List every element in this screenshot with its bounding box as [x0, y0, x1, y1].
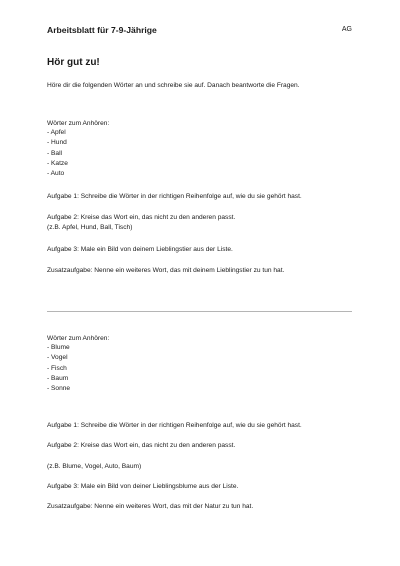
worksheet-title: Arbeitsblatt für 7-9-Jährige	[47, 25, 157, 35]
section2-extra-task: Zusatzaufgabe: Nenne ein weiteres Wort, das mit der Natur zu tun hat.	[47, 503, 254, 510]
list-item: - Hund	[47, 139, 67, 147]
section1-task2: Aufgabe 2: Kreise das Wort ein, das nicht zu den anderen passt.	[47, 214, 236, 221]
section-divider	[47, 311, 352, 312]
section1-word-list	[47, 128, 68, 179]
section1-extra-task: Zusatzaufgabe: Nenne ein weiteres Wort, das mit deinem Lieblingstier zu tun hat.	[47, 267, 285, 274]
list-item: - Blume	[47, 344, 70, 351]
list-item: - Ball	[47, 149, 63, 157]
section2-word-list	[47, 343, 70, 394]
section1-words-label: Wörter zum Anhören:	[47, 120, 110, 127]
section2-task1: Aufgabe 1: Schreibe die Wörter in der richtigen Reihenfolge auf, wie du sie gehört hast.	[47, 422, 302, 429]
list-item: - Vogel	[47, 354, 68, 362]
author-initials: AG	[341, 26, 352, 33]
section1-task2-example: (z.B. Apfel, Hund, Ball, Tisch)	[47, 224, 133, 231]
section2-task2: Aufgabe 2: Kreise das Wort ein, das nicht zu den anderen passt.	[47, 442, 236, 449]
page-heading: Hör gut zu!	[47, 57, 100, 68]
list-item: - Baum	[47, 374, 69, 382]
intro-text: Höre dir die folgenden Wörter an und schreibe sie auf. Danach beantworte die Fragen.	[47, 82, 300, 89]
list-item: - Apfel	[47, 129, 66, 136]
section2-task3: Aufgabe 3: Male ein Bild von deiner Lieblingsblume aus der Liste.	[47, 483, 239, 490]
section2-task2-example: (z.B. Blume, Vogel, Auto, Baum)	[47, 463, 142, 470]
section2-words-label: Wörter zum Anhören:	[47, 335, 110, 342]
list-item: - Fisch	[47, 364, 67, 372]
section1-task3: Aufgabe 3: Male ein Bild von deinem Lieblingstier aus der Liste.	[47, 246, 233, 253]
list-item: - Katze	[47, 159, 68, 167]
list-item: - Auto	[47, 170, 65, 178]
section1-task1: Aufgabe 1: Schreibe die Wörter in der richtigen Reihenfolge auf, wie du sie gehört hast.	[47, 193, 302, 200]
list-item: - Sonne	[47, 385, 71, 393]
